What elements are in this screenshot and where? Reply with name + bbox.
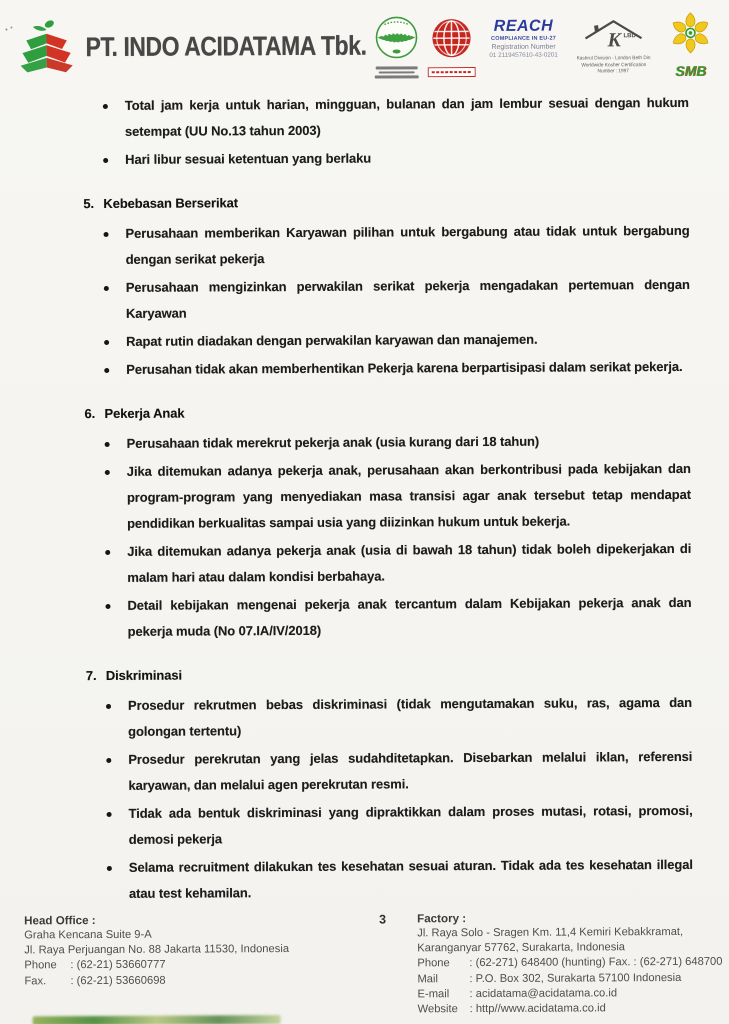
kosher-caption: Number : 1997 xyxy=(597,68,630,75)
factory-title: Factory : xyxy=(417,912,467,926)
bullet-text: Perusahaan tidak merekrut pekerja anak (usia kurang dari 18 tahun) xyxy=(126,433,540,451)
seal-caption-line xyxy=(379,71,415,74)
list-item xyxy=(84,272,690,327)
green-seal-icon xyxy=(374,15,418,64)
head-office-address: Jl. Raya Perjuangan No. 88 Jakarta 11530, Indonesia xyxy=(24,943,290,957)
contact-value: : P.O. Box 302, Surakarta 57100 Indonesia xyxy=(469,971,682,985)
bullet-text: Perusahaan mengizinkan perwakilan serikat pekerja mengadakan pertemuan dengan Karyawan xyxy=(125,276,690,321)
company-leaf-logo-icon xyxy=(17,17,75,78)
section-diskriminasi xyxy=(86,660,693,907)
contact-label: Fax. xyxy=(24,974,47,988)
smb-flower-icon xyxy=(663,8,717,65)
list-item xyxy=(86,744,692,799)
factory-mail xyxy=(417,970,725,987)
factory-address: Jl. Raya Solo - Sragen Km. 11,4 Kemiri Kebakkramat, xyxy=(417,925,684,940)
head-office-phone xyxy=(24,957,369,974)
page-number: 3 xyxy=(379,912,387,927)
reach-reg-number: 01 2119457610-43-0201 xyxy=(489,51,558,59)
factory-email xyxy=(417,986,725,1003)
section-pekerja-anak xyxy=(84,398,691,645)
svg-text:K: K xyxy=(607,29,621,51)
kosher-roof-icon xyxy=(581,16,645,55)
section-kebebasan-berserikat xyxy=(83,188,690,383)
list-item xyxy=(83,144,689,173)
section-number: 7. xyxy=(85,668,97,684)
list-item xyxy=(85,536,691,591)
list-item xyxy=(87,798,693,853)
factory-address: Karanganyar 57762, Surakarta, Indonesia xyxy=(417,941,626,955)
list-item xyxy=(83,90,689,145)
head-office-title: Head Office : xyxy=(24,914,96,928)
seal-caption-line xyxy=(375,76,419,79)
section-heading xyxy=(84,398,690,427)
bullet-text: Perusahan tidak akan memberhentikan Pekerja karena berpartisipasi dalam serikat pekerja. xyxy=(126,358,683,377)
contact-value: : acidatama@acidatama.co.id xyxy=(469,987,618,1000)
bullet-bold-text: Kebijakan pekerja anak dan pekerja muda (No 07.IA/IV/2018) xyxy=(127,594,692,639)
section-title: Pekerja Anak xyxy=(104,405,185,421)
bullet-text: Detail kebijakan mengenai pekerja anak tercantum dalam xyxy=(127,595,510,613)
list-item xyxy=(87,852,693,907)
section-number: 5. xyxy=(83,196,95,212)
head-office-address: Graha Kencana Suite 9-A xyxy=(24,928,152,942)
reach-reg-label: Registration Number xyxy=(491,43,556,51)
red-globe-cert xyxy=(429,17,473,82)
green-seal-cert xyxy=(372,15,420,78)
list-item xyxy=(84,326,690,355)
bullet-text: Tidak ada bentuk diskriminasi yang dipraktikkan dalam proses mutasi, rotasi, promosi, demosi pekerja xyxy=(128,802,693,847)
bullet-text: Total jam kerja untuk harian, mingguan, bulanan dan jam lembur sesuai dengan hukum setempat (UU No.13 tahun 2003) xyxy=(124,94,689,139)
bullet-text: Prosedur perekrutan yang jelas sudahditetapkan. Disebarkan melalui iklan, referensi karyawan, dan melalui agen perekrutan resmi. xyxy=(128,748,693,793)
contact-value: : (62-21) 53660698 xyxy=(70,974,166,987)
contact-label: Phone xyxy=(417,957,450,970)
list-item xyxy=(85,428,691,457)
list-item xyxy=(84,354,690,383)
globe-icon xyxy=(430,17,472,64)
contact-label: Website xyxy=(417,1003,458,1016)
section-number: 6. xyxy=(84,406,96,422)
scan-noise-mark xyxy=(5,28,7,30)
bullet-text: Perusahaan memberikan Karyawan pilihan untuk bergabung atau tidak untuk bergabung dengan serikat pekerja xyxy=(125,222,690,267)
company-brand xyxy=(17,15,416,78)
bullet-list xyxy=(85,428,692,645)
reach-title: REACH xyxy=(493,17,554,35)
factory-block xyxy=(417,910,726,1018)
kosher-cert xyxy=(573,16,653,75)
company-name: PT. INDO ACIDATAMA Tbk. xyxy=(85,30,367,63)
reach-cert xyxy=(482,19,564,60)
section-title: Diskriminasi xyxy=(105,667,183,683)
bullet-text: Jika ditemukan adanya pekerja anak, perusahaan akan berkontribusi pada kebijakan dan program-program yang menyediakan masa transisi agar anak tersebut tetap mendapat pendidikan berkualitas sampai usia yang diizinkan hukum untuk bekerja. xyxy=(126,460,691,531)
head-office-block xyxy=(24,912,369,990)
contact-label: E-mail xyxy=(417,987,450,1001)
smb-cert xyxy=(662,8,718,77)
bullet-text: Prosedur rekrutmen bebas diskriminasi (tidak mengutamakan suku, ras, agama dan golongan tertentu) xyxy=(127,694,693,739)
reach-subtitle: COMPLIANCE IN EU-27 xyxy=(491,35,556,42)
document-body xyxy=(83,90,693,909)
bullet-list xyxy=(83,218,690,383)
factory-phone xyxy=(417,955,725,972)
list-item xyxy=(83,218,689,273)
list-item xyxy=(86,690,692,745)
scan-green-smudge xyxy=(33,1015,281,1024)
seal-caption-line xyxy=(376,66,418,69)
bullet-list xyxy=(86,690,693,907)
list-item xyxy=(85,456,691,537)
head-office-fax xyxy=(24,972,369,989)
kosher-caption: Worldwide Kosher Certification xyxy=(581,61,647,68)
contact-value: : (62-271) 648400 (hunting) Fax. : (62-271) 648700 xyxy=(469,956,723,970)
certification-logos xyxy=(372,8,718,83)
section-heading xyxy=(86,660,692,689)
bullet-text: Hari libur sesuai ketentuan yang berlaku xyxy=(125,150,372,167)
intro-bullet-list xyxy=(83,90,689,173)
smb-label: SMB xyxy=(675,62,707,79)
list-item xyxy=(85,590,691,645)
contact-label: Mail xyxy=(417,972,438,985)
factory-website xyxy=(418,1001,726,1018)
globe-banner xyxy=(428,64,476,82)
svg-text:LBD: LBD xyxy=(623,33,636,40)
bullet-text: Selama recruitment dilakukan tes kesehatan sesuai aturan. Tidak ada tes kesehatan illegal atau test kehamilan. xyxy=(128,856,693,901)
section-title: Kebebasan Berserikat xyxy=(103,195,238,211)
bullet-text: Jika ditemukan adanya pekerja anak (usia di bawah 18 tahun) tidak boleh dipekerjakan di malam hari atau dalam kondisi berbahaya. xyxy=(127,540,692,585)
kosher-caption: Kashrut Division - London Beth Din xyxy=(576,55,651,62)
section-heading xyxy=(83,188,689,217)
contact-label: Phone xyxy=(24,959,57,972)
contact-value: : http//www.acidatama.co.id xyxy=(469,1002,606,1016)
bullet-text: Rapat rutin diadakan dengan perwakilan karyawan dan manajemen. xyxy=(126,331,538,349)
contact-value: : (62-21) 53660777 xyxy=(70,959,166,972)
